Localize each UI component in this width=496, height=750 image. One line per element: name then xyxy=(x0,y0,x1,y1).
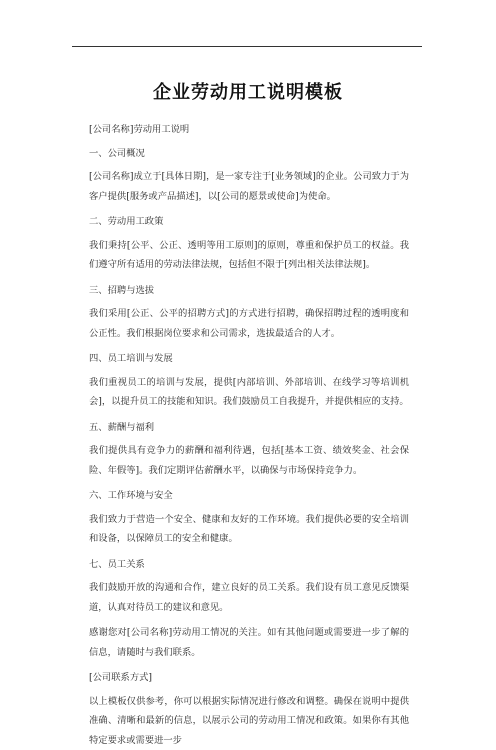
document-body xyxy=(89,120,409,750)
section-paragraph-2: 我们秉持[公平、公正、透明等用工原则]的原则，尊重和保护员工的权益。我们遵守所有适用的劳动法律法规，包括但不限于[列出相关法律法规]。 xyxy=(89,236,409,275)
section-paragraph-5: 我们提供具有竞争力的薪酬和福利待遇，包括[基本工资、绩效奖金、社会保险、年假等]。我们定期评估薪酬水平，以确保与市场保持竞争力。 xyxy=(89,441,409,480)
section-heading-2: 二、劳动用工政策 xyxy=(89,212,409,232)
section-heading-1: 一、公司概况 xyxy=(89,144,409,164)
section-heading-6: 六、工作环境与安全 xyxy=(89,486,409,506)
closing-paragraph: 感谢您对[公司名称]劳动用工情况的关注。如有其他问题或需要进一步了解的信息，请随时与我们联系。 xyxy=(89,623,409,662)
section-heading-3: 三、招聘与选拔 xyxy=(89,281,409,301)
document-title: 企业劳动用工说明模板 xyxy=(0,78,496,104)
section-heading-7: 七、员工关系 xyxy=(89,555,409,575)
section-paragraph-7: 我们鼓励开放的沟通和合作，建立良好的员工关系。我们设有员工意见反馈渠道，认真对待员工的建议和意见。 xyxy=(89,578,409,617)
section-paragraph-4: 我们重视员工的培训与发展，提供[内部培训、外部培训、在线学习等培训机会]，以提升员工的技能和知识。我们鼓励员工自我提升，并提供相应的支持。 xyxy=(89,373,409,412)
section-heading-5: 五、薪酬与福利 xyxy=(89,418,409,438)
section-paragraph-1: [公司名称]成立于[具体日期]，是一家专注于[业务领域]的企业。公司致力于为客户提供[服务或产品描述]，以[公司的愿景或使命]为使命。 xyxy=(89,167,409,206)
header-rule xyxy=(72,46,422,47)
doc-subtitle: [公司名称]劳动用工说明 xyxy=(89,120,409,140)
contact-info: [公司联系方式] xyxy=(89,668,409,688)
template-note: 以上模板仅供参考，你可以根据实际情况进行修改和调整。确保在说明中提供准确、清晰和最新的信息，以展示公司的劳动用工情况和政策。如果你有其他特定要求或需要进一步 xyxy=(89,692,409,750)
section-paragraph-3: 我们采用[公正、公平的招聘方式]的方式进行招聘，确保招聘过程的透明度和公正性。我们根据岗位要求和公司需求，选拔最适合的人才。 xyxy=(89,304,409,343)
section-paragraph-6: 我们致力于营造一个安全、健康和友好的工作环境。我们提供必要的安全培训和设备，以保障员工的安全和健康。 xyxy=(89,510,409,549)
section-heading-4: 四、员工培训与发展 xyxy=(89,349,409,369)
